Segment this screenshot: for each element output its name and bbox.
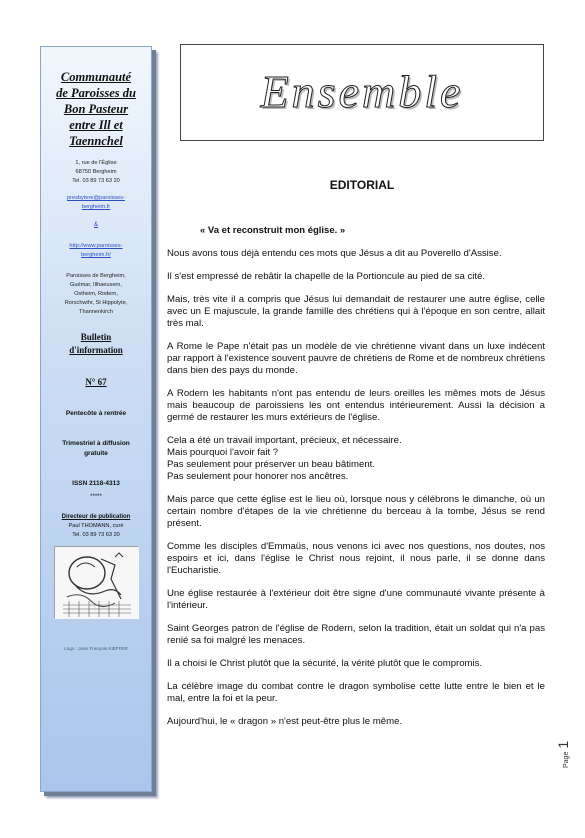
line-group: Cela a été un travail important, précieux, et nécessaire. Mais pourquoi l'avoir fait ? Pas seulement pour préserver un beau bâtiment. Pas seulement pour honorer nos ancêtres. — [167, 435, 402, 482]
issue-number: N° 67 — [85, 377, 107, 387]
paragraph: Comme les disciples d'Emmaüs, nous venons ici avec nos questions, nos doutes, nos espoirs et ici, dans l'église le Christ nous rejoint, il nous parle, il se donne dans l'Eucharistie. — [167, 541, 545, 576]
bulletin-label: Bulletin d'information — [69, 332, 123, 355]
paragraph: Nous avons tous déjà entendu ces mots que Jésus a dit au Poverello d'Assise. — [167, 248, 502, 259]
email-link[interactable]: presbytere@paroisses- bergheim.fr — [67, 195, 125, 210]
period: Pentecôte à rentrée — [65, 410, 127, 417]
director-info: Paul THOMANN, curé Tel. 03 89 73 63 20 — [68, 523, 124, 538]
paragraph: Mais, très vite il a compris que Jésus lui demandait de restaurer une autre église, celle avec un E majuscule, la grande famille des chrétiens qui à l'époque en son centre, allait très mal. — [167, 294, 545, 329]
paragraph: Aujourd'hui, le « dragon » n'est peut-être plus le même. — [167, 716, 403, 727]
paragraph: Mais parce que cette église est le lieu où, lorsque nous y célébrons le dimanche, où un certain nombre d'étapes de la vie chrétienne du berceau à la tombe, Jésus se rend présent. — [167, 494, 545, 529]
masthead-box — [180, 44, 544, 141]
masthead-title: Ensemble — [260, 66, 464, 117]
shepherd-logo-icon — [55, 547, 139, 619]
stars-separator: ***** — [90, 494, 102, 500]
paragraph: Il a choisi le Christ plutôt que la sécurité, la vérité plutôt que le compromis. — [167, 658, 483, 669]
parish-list: Paroisses de Bergheim, Guémar, Illhaeusern, Ostheim, Rodern, Rorschwihr, St Hippolyte, Thannenkirch — [64, 273, 128, 315]
paragraph: Il s'est empressé de rebâtir la chapelle de la Portioncule au pied de sa cité. — [167, 271, 486, 282]
paragraph: Saint Georges patron de l'église de Rodern, selon la tradition, était un soldat qui n'a pas renié sa foi malgré les menaces. — [167, 623, 545, 646]
paragraph: La célèbre image du combat contre le dragon symbolise cette lutte entre le bien et le mal, entre la foi et la peur. — [167, 681, 545, 704]
community-title: Communauté de Paroisses du Bon Pasteur entre Ill et Taennchel — [56, 70, 136, 148]
editorial-body — [167, 248, 545, 739]
sidebar-banner — [40, 46, 152, 792]
shepherd-logo-image — [54, 546, 138, 618]
ampersand-link[interactable]: & — [93, 222, 98, 228]
page-number-label: Page1 — [555, 740, 571, 768]
paragraph: Une église restaurée à l'extérieur doit être signe d'une communauté vivante présente à l'intérieur. — [167, 588, 545, 611]
address: 1, rue de l'Église 68750 Bergheim Tel. 03 89 73 63 20 — [72, 160, 120, 184]
issn: ISSN 2118-4313 — [72, 480, 120, 487]
editorial-quote: « Va et reconstruit mon église. » — [200, 225, 346, 236]
paragraph: A Rodern les habitants n'ont pas entendu de leurs oreilles les mêmes mots de Jésus mais beaucoup de paroissiens les ont entendus intérieurement. Aussi la décision a germé de restaurer les murs extérieurs de l'église. — [167, 388, 545, 423]
page-number: 1 — [555, 740, 571, 749]
editorial-heading: EDITORIAL — [329, 178, 395, 192]
distribution: Trimestriel à diffusion gratuite — [62, 440, 130, 457]
website-link[interactable]: http://www.paroisses- bergheim.fr/ — [69, 243, 123, 258]
paragraph: A Rome le Pape n'était pas un modèle de vie chrétienne vivant dans un luxe indécent par rapport à l'existence souvent pauvre de chrétiens de Rome et de nombreux chrétiens dans bien des pays du monde. — [167, 341, 545, 376]
director-heading: Directeur de publication — [61, 514, 131, 520]
logo-credit: Logo : Jean François KIEFFER — [64, 646, 128, 651]
